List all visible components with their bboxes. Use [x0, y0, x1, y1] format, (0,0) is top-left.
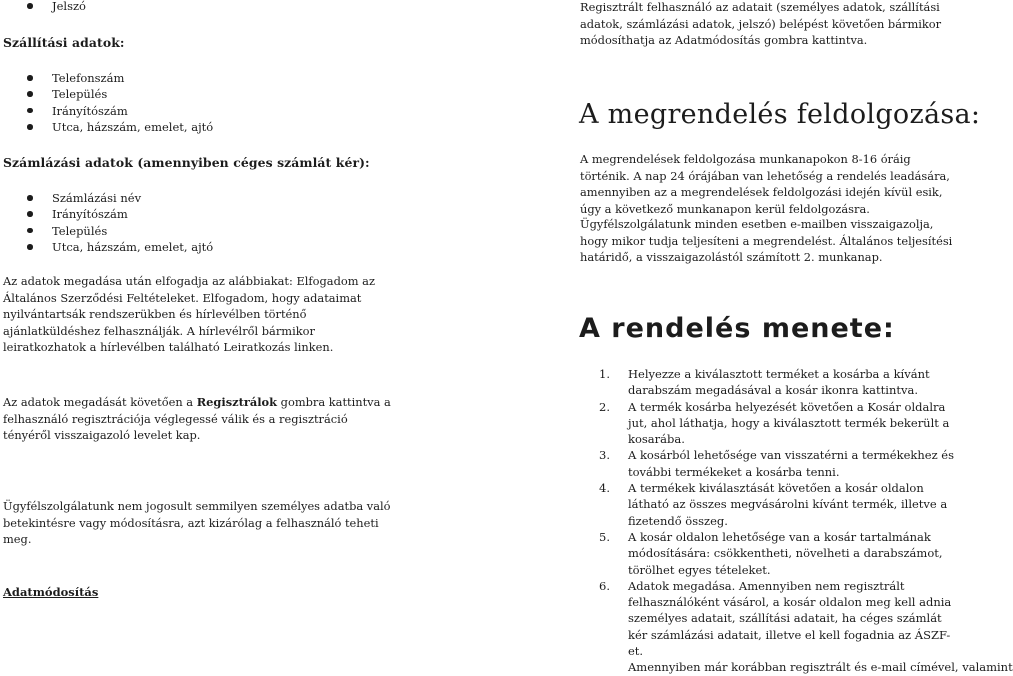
shipping-heading: Szállítási adatok: [3, 35, 125, 50]
step-text: Adatok megadása. Amennyiben nem regisztrált felhasználóként vásárol, a kosár oldalon meg kell adnia személyes adatait, szállítási adatait, ha céges számlát kér számlázási adatait, illetve el kell fogadnia az ÁSZF-et. [628, 578, 952, 659]
step-item [578, 447, 958, 480]
list-item: Jelszó [0, 0, 86, 14]
billing-heading: Számlázási adatok (amennyiben céges számlát kér): [3, 155, 370, 170]
processing-paragraph-2: Ügyfélszolgálatunk minden esetben e-mailben visszaigazolja, hogy mikor tudja teljesíteni a megrendelést. Általános teljesítési határidő, a visszaigazolástól számított 2. munkanap. [580, 217, 953, 264]
billing-list [0, 190, 213, 256]
step-text: A termék kosárba helyezését követően a Kosár oldalra jut, ahol láthatja, hogy a kiválasztott termék bekerült a kosarába. [628, 399, 950, 447]
step-text: Amennyiben már korábban regisztrált és e-mail címével, valamint [628, 660, 1013, 675]
password-bullet-list [0, 0, 86, 14]
registration-text-after: gombra kattintva a felhasználó regisztrációja véglegessé válik és a regisztráció tényéről visszaigazoló levelet kap. [3, 395, 391, 442]
step-item [578, 529, 958, 578]
step-item [578, 480, 958, 529]
list-item: Irányítószám [0, 103, 213, 119]
step-item [578, 366, 958, 399]
step-number: 5. [599, 529, 610, 544]
processing-heading: A megrendelés feldolgozása: [579, 99, 981, 130]
step-number: 4. [599, 481, 610, 496]
order-steps-list [578, 366, 1013, 676]
step-text: A kosárból lehetősége van visszatérni a termékekhez és további termékeket a kosárba tenni. [628, 448, 954, 479]
processing-paragraph-1: A megrendelések feldolgozása munkanapokon 8-16 óráig történik. A nap 24 órájában van lehetőség a rendelés leadására, amennyiben az a megrendelések feldolgozási idején kívül esik, úgy a következő munkanapon kerül feldolgozásra. [580, 152, 950, 216]
registration-text-before: Az adatok megadását követően a [3, 395, 197, 409]
step-item [578, 399, 958, 448]
right-column [578, 0, 1013, 675]
step-text: A kosár oldalon lehetősége van a kosár tartalmának módosítására: csökkentheti, növelheti a darabszámot, törölhet egyes tételeket. [628, 529, 943, 577]
terms-paragraph: Az adatok megadása után elfogadja az alábbiakat: Elfogadom az Általános Szerződési Feltételeket. Elfogadom, hogy adataimat nyilvántartsák rendszerükben és hírlevélben történő ajánlatküldéshez felhasználják. A hírlevélről bármikor leiratkozhatok a hírlevélben található Leiratkozás linken. [3, 274, 375, 354]
step-text: Helyezze a kiválasztott terméket a kosárba a kívánt darabszám megadásával a kosár ikonra kattintva. [628, 367, 930, 398]
order-heading: A rendelés menete: [579, 313, 895, 344]
step-number: 1. [599, 367, 610, 381]
step-text: A termékek kiválasztását követően a kosár oldalon látható az összes megvásárolni kívánt termék, illetve a fizetendő összeg. [628, 481, 948, 528]
privacy-paragraph: Ügyfélszolgálatunk nem jogosult semmilyen személyes adatba való betekintésre vagy módosításra, azt kizárólag a felhasználó teheti meg. [3, 499, 391, 546]
list-item: Település [0, 86, 213, 102]
shipping-list [0, 70, 213, 136]
step-number: 6. [599, 578, 610, 593]
registration-paragraph [3, 394, 395, 444]
step-continuation [578, 659, 1013, 675]
list-item: Irányítószám [0, 206, 213, 222]
list-item: Utca, házszám, emelet, ajtó [0, 239, 213, 255]
step-number: 2. [599, 399, 610, 414]
data-change-paragraph: Regisztrált felhasználó az adatait (személyes adatok, szállítási adatok, számlázási adatok, jelszó) belépést követően bármikor módosíthatja az Adatmódosítás gombra kattintva. [580, 0, 942, 47]
step-number: 3. [599, 448, 610, 463]
list-item: Utca, házszám, emelet, ajtó [0, 119, 213, 135]
list-item: Település [0, 223, 213, 239]
list-item: Számlázási név [0, 190, 213, 206]
left-column [0, 0, 400, 610]
list-item: Telefonszám [0, 70, 213, 86]
data-change-link[interactable]: Adatmódosítás [3, 585, 99, 599]
step-item [578, 578, 958, 659]
register-button-label: Regisztrálok [196, 395, 278, 409]
